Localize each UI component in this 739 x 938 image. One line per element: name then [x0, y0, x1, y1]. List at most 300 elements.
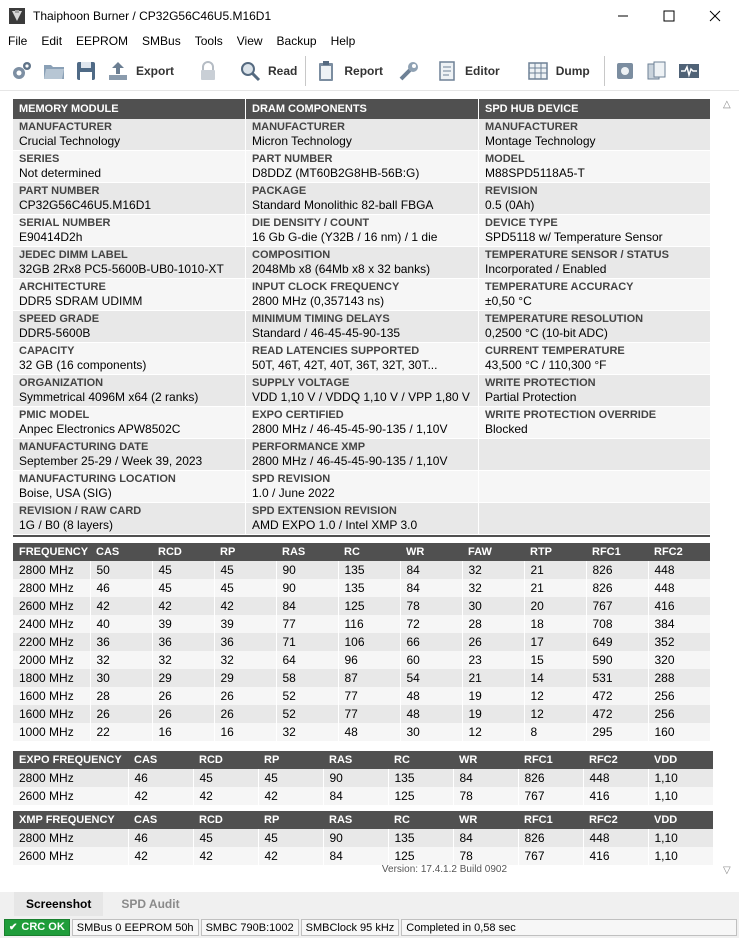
table-cell: 32 [214, 651, 276, 669]
floppy-save-icon [74, 59, 98, 83]
info-label: SERIES [19, 153, 60, 165]
info-cell [246, 311, 478, 343]
table-cell: 42 [152, 597, 214, 615]
table-cell: 1600 MHz [13, 687, 90, 705]
table-cell: 84 [400, 561, 462, 579]
open-button[interactable] [38, 55, 70, 87]
table-cell: 32 [462, 579, 524, 597]
table-cell: 87 [338, 669, 400, 687]
table-cell: 826 [586, 579, 648, 597]
table-cell: 135 [338, 561, 400, 579]
table-cell: 826 [586, 561, 648, 579]
table-cell: 28 [462, 615, 524, 633]
info-cell [13, 343, 245, 375]
info-cell [246, 119, 478, 151]
table-cell: 531 [586, 669, 648, 687]
table-cell: 77 [338, 687, 400, 705]
info-cell [246, 279, 478, 311]
column-header: RAS [323, 751, 388, 769]
table-cell: 472 [586, 687, 648, 705]
table-cell: 84 [323, 847, 388, 865]
table-cell: 72 [400, 615, 462, 633]
info-cell [246, 471, 478, 503]
table-cell: 12 [462, 723, 524, 741]
table-header-row [13, 811, 713, 829]
info-value: 43,500 °C / 110,300 °F [485, 358, 607, 372]
column-header: FAW [462, 543, 524, 561]
wrench-icon [397, 59, 421, 83]
dump-label: Dump [555, 63, 590, 78]
menu-eeprom[interactable]: EEPROM [76, 34, 129, 48]
info-cell [479, 311, 710, 343]
table-cell: 52 [276, 687, 338, 705]
table-cell: 90 [276, 579, 338, 597]
screenshot-icon [613, 59, 637, 83]
column-header: FREQUENCY [13, 543, 90, 561]
vertical-scrollbar[interactable] [719, 91, 739, 888]
table-cell: 26 [462, 633, 524, 651]
crc-status-text: CRC OK [21, 920, 65, 933]
table-cell: 54 [400, 669, 462, 687]
info-value: September 25-29 / Week 39, 2023 [19, 454, 203, 468]
info-label: DEVICE TYPE [485, 217, 558, 229]
info-label: MANUFACTURING DATE [19, 441, 149, 453]
info-cell [246, 375, 478, 407]
info-value: DDR5-5600B [19, 326, 91, 340]
table-cell: 135 [338, 579, 400, 597]
table-cell: 42 [258, 787, 323, 805]
table-cell: 18 [524, 615, 586, 633]
table-cell: 26 [152, 687, 214, 705]
column-header: RFC1 [518, 811, 583, 829]
info-value: Boise, USA (SIG) [19, 486, 112, 500]
screenshot-button[interactable] [609, 55, 641, 87]
table-cell: 649 [586, 633, 648, 651]
table-cell: 28 [90, 687, 152, 705]
menu-edit[interactable]: Edit [41, 34, 63, 48]
menu-backup[interactable]: Backup [276, 34, 317, 48]
info-cell [479, 247, 710, 279]
column-header: EXPO FREQUENCY [13, 751, 128, 769]
table-cell: 42 [214, 597, 276, 615]
info-label: MANUFACTURING LOCATION [19, 473, 176, 485]
info-label: MINIMUM TIMING DELAYS [252, 313, 390, 325]
column-header: RCD [193, 811, 258, 829]
info-cell [13, 183, 245, 215]
info-label: PACKAGE [252, 185, 307, 197]
table-cell: 78 [453, 787, 518, 805]
info-value: 2800 MHz / 46-45-45-90-135 / 1,10V [252, 454, 448, 468]
column-header: CAS [128, 811, 193, 829]
table-cell: 45 [193, 829, 258, 847]
app-icon [9, 8, 25, 24]
table-cell: 45 [214, 579, 276, 597]
smbc-status: SMBC 790B:1002 [201, 919, 299, 936]
table-cell: 45 [152, 561, 214, 579]
minimize-icon [617, 10, 629, 22]
table-cell: 29 [214, 669, 276, 687]
table-cell: 2800 MHz [13, 579, 90, 597]
info-value: Anpec Electronics APW8502C [19, 422, 181, 436]
column-header: RCD [152, 543, 214, 561]
column-header: CAS [90, 543, 152, 561]
info-label: ORGANIZATION [19, 377, 104, 389]
table-cell: 448 [648, 561, 710, 579]
info-value: 16 Gb G-die (Y32B / 16 nm) / 1 die [252, 230, 438, 244]
table-cell: 36 [152, 633, 214, 651]
table-cell: 26 [152, 705, 214, 723]
table-cell: 2800 MHz [13, 561, 90, 579]
info-label: MANUFACTURER [485, 121, 578, 133]
menu-help[interactable]: Help [330, 34, 356, 48]
info-cell [246, 247, 478, 279]
info-value: Crucial Technology [19, 134, 121, 148]
info-label: SUPPLY VOLTAGE [252, 377, 350, 389]
table-row [13, 787, 713, 805]
compare-button[interactable] [641, 55, 673, 87]
info-cell [479, 279, 710, 311]
dump-grid-icon [526, 59, 550, 83]
table-cell: 64 [276, 651, 338, 669]
table-cell: 590 [586, 651, 648, 669]
table-cell: 42 [128, 787, 193, 805]
table-cell: 2600 MHz [13, 787, 128, 805]
info-value: Blocked [485, 422, 528, 436]
info-cell [479, 471, 710, 503]
info-cell [246, 439, 478, 471]
info-label: SPD EXTENSION REVISION [252, 505, 397, 517]
table-cell: 30 [400, 723, 462, 741]
window-title: Thaiphoon Burner / CP32G56C46U5.M16D1 [33, 8, 272, 23]
spd-hub-column [479, 99, 710, 535]
column-header: VDD [648, 751, 713, 769]
info-value: 50T, 46T, 42T, 40T, 36T, 32T, 30T... [252, 358, 438, 372]
info-label: CURRENT TEMPERATURE [485, 345, 625, 357]
save-button[interactable] [70, 55, 102, 87]
table-cell: 16 [214, 723, 276, 741]
column-header: WR [453, 751, 518, 769]
table-cell: 84 [453, 829, 518, 847]
scroll-up-icon[interactable]: △ [723, 99, 731, 110]
info-value: ±0,50 °C [485, 294, 532, 308]
table-cell: 42 [128, 847, 193, 865]
table-cell: 21 [524, 561, 586, 579]
info-cell [479, 407, 710, 439]
menu-smbus[interactable]: SMBus [142, 34, 181, 48]
table-cell: 826 [518, 769, 583, 787]
info-value: D8DDZ (MT60B2G8HB-56B:G) [252, 166, 420, 180]
info-label: SPD REVISION [252, 473, 331, 485]
table-cell: 96 [338, 651, 400, 669]
export-button[interactable] [102, 55, 178, 87]
info-label: TEMPERATURE ACCURACY [485, 281, 634, 293]
info-value: Standard / 46-45-45-90-135 [252, 326, 401, 340]
toolbar-separator [305, 56, 306, 86]
column-header: RCD [193, 751, 258, 769]
info-cell [479, 183, 710, 215]
toolbar-separator [604, 56, 605, 86]
report-clipboard-icon [314, 59, 338, 83]
info-label: CAPACITY [19, 345, 75, 357]
table-cell: 2600 MHz [13, 847, 128, 865]
table-cell: 48 [400, 705, 462, 723]
info-cell [479, 215, 710, 247]
magnifier-read-icon [238, 59, 262, 83]
table-cell: 106 [338, 633, 400, 651]
table-cell: 767 [518, 847, 583, 865]
table-cell: 448 [648, 579, 710, 597]
table-cell: 448 [583, 769, 648, 787]
table-cell: 90 [276, 561, 338, 579]
info-label: DIE DENSITY / COUNT [252, 217, 370, 229]
info-value: 0.5 (0Ah) [485, 198, 535, 212]
info-label: READ LATENCIES SUPPORTED [252, 345, 420, 357]
report-button[interactable] [310, 55, 387, 87]
column-header: RP [258, 751, 323, 769]
table-cell: 36 [214, 633, 276, 651]
table-cell: 125 [388, 847, 453, 865]
jedec-timings-table [13, 543, 710, 741]
info-label: TEMPERATURE SENSOR / STATUS [485, 249, 669, 261]
close-button[interactable] [692, 0, 738, 31]
memory-module-column [13, 99, 245, 535]
info-value: CP32G56C46U5.M16D1 [19, 198, 152, 212]
info-label: TEMPERATURE RESOLUTION [485, 313, 644, 325]
menu-tools[interactable]: Tools [194, 34, 223, 48]
table-cell: 78 [453, 847, 518, 865]
table-cell: 12 [524, 705, 586, 723]
table-cell: 12 [524, 687, 586, 705]
table-cell: 78 [400, 597, 462, 615]
editor-button[interactable] [431, 55, 504, 87]
info-value: E90414D2h [19, 230, 83, 244]
table-row [13, 579, 710, 597]
lock-icon [196, 59, 220, 83]
column-header: RFC2 [648, 543, 710, 561]
table-cell: 2400 MHz [13, 615, 90, 633]
table-cell: 1,10 [648, 847, 713, 865]
table-cell: 2800 MHz [13, 829, 128, 847]
table-cell: 767 [586, 597, 648, 615]
info-label: PMIC MODEL [19, 409, 90, 421]
table-cell: 1000 MHz [13, 723, 90, 741]
info-cell [13, 247, 245, 279]
table-cell: 77 [276, 615, 338, 633]
info-value: 2800 MHz (0,357143 ns) [252, 294, 385, 308]
table-cell: 30 [462, 597, 524, 615]
info-value: VDD 1,10 V / VDDQ 1,10 V / VPP 1,80 V [252, 390, 470, 404]
tab-screenshot[interactable]: Screenshot [14, 892, 103, 916]
column-header: RFC1 [518, 751, 583, 769]
table-cell: 46 [90, 579, 152, 597]
table-cell: 45 [152, 579, 214, 597]
table-row [13, 633, 710, 651]
table-cell: 84 [453, 769, 518, 787]
column-header: RFC2 [583, 811, 648, 829]
table-cell: 45 [258, 829, 323, 847]
scroll-down-icon[interactable]: ▽ [723, 865, 731, 876]
table-cell: 19 [462, 687, 524, 705]
info-cell [246, 343, 478, 375]
info-cell [13, 151, 245, 183]
table-cell: 39 [214, 615, 276, 633]
table-cell: 256 [648, 687, 710, 705]
table-row [13, 669, 710, 687]
smbclock-status: SMBClock 95 kHz [301, 919, 400, 936]
table-cell: 42 [90, 597, 152, 615]
column-header: XMP FREQUENCY [13, 811, 128, 829]
editor-document-icon [435, 59, 459, 83]
table-cell: 472 [586, 705, 648, 723]
maximize-button[interactable] [646, 0, 692, 31]
version-text: Version: 17.4.1.2 Build 0902 [381, 864, 507, 875]
table-cell: 416 [583, 847, 648, 865]
info-label: PART NUMBER [252, 153, 333, 165]
minimize-button[interactable] [600, 0, 646, 31]
table-cell: 30 [90, 669, 152, 687]
lock-button[interactable] [192, 55, 224, 87]
info-cell [479, 151, 710, 183]
table-header-row [13, 751, 713, 769]
info-cell [479, 439, 710, 471]
expo-timings-table [13, 751, 713, 805]
info-label: COMPOSITION [252, 249, 331, 261]
table-cell: 26 [214, 705, 276, 723]
info-label: MANUFACTURER [252, 121, 345, 133]
column-header: RP [214, 543, 276, 561]
table-cell: 256 [648, 705, 710, 723]
table-cell: 21 [462, 669, 524, 687]
column-header: WR [453, 811, 518, 829]
table-cell: 17 [524, 633, 586, 651]
dram-components-column [246, 99, 478, 535]
table-cell: 84 [400, 579, 462, 597]
table-cell: 71 [276, 633, 338, 651]
info-value: AMD EXPO 1.0 / Intel XMP 3.0 [252, 518, 418, 532]
table-cell: 46 [128, 769, 193, 787]
dump-button[interactable] [522, 55, 594, 87]
column-header: RP [258, 811, 323, 829]
info-cell [479, 343, 710, 375]
completed-status: Completed in 0,58 sec [401, 919, 737, 936]
table-cell: 77 [338, 705, 400, 723]
table-cell: 52 [276, 705, 338, 723]
table-cell: 40 [90, 615, 152, 633]
info-cell [13, 279, 245, 311]
info-label: SPEED GRADE [19, 313, 100, 325]
smbus-status: SMBus 0 EEPROM 50h [72, 919, 199, 936]
table-cell: 2600 MHz [13, 597, 90, 615]
table-header-row [13, 543, 710, 561]
info-value: 1.0 / June 2022 [252, 486, 335, 500]
table-cell: 50 [90, 561, 152, 579]
table-row [13, 561, 710, 579]
table-cell: 42 [193, 847, 258, 865]
info-cell [479, 503, 710, 535]
table-cell: 84 [276, 597, 338, 615]
settings-button[interactable] [6, 55, 38, 87]
close-icon [709, 10, 721, 22]
info-label: EXPO CERTIFIED [252, 409, 344, 421]
column-header: RAS [276, 543, 338, 561]
info-cell [13, 471, 245, 503]
info-value: Incorporated / Enabled [485, 262, 607, 276]
table-cell: 295 [586, 723, 648, 741]
info-label: ARCHITECTURE [19, 281, 106, 293]
info-label: INPUT CLOCK FREQUENCY [252, 281, 400, 293]
info-value: DDR5 SDRAM UDIMM [19, 294, 143, 308]
table-row [13, 705, 710, 723]
info-cell [479, 119, 710, 151]
table-cell: 32 [90, 651, 152, 669]
table-cell: 125 [338, 597, 400, 615]
table-cell: 416 [648, 597, 710, 615]
export-icon [106, 59, 130, 83]
menu-file[interactable]: File [8, 34, 28, 48]
table-cell: 58 [276, 669, 338, 687]
info-cell [13, 215, 245, 247]
tools-button[interactable] [393, 55, 425, 87]
column-header: RAS [323, 811, 388, 829]
table-cell: 84 [323, 787, 388, 805]
status-bar [0, 916, 739, 938]
menu-view[interactable]: View [236, 34, 263, 48]
table-row [13, 651, 710, 669]
column-header: RC [338, 543, 400, 561]
table-cell: 45 [193, 769, 258, 787]
tab-spd-audit[interactable]: SPD Audit [121, 897, 180, 911]
dram-components-header: DRAM COMPONENTS [246, 99, 478, 119]
table-cell: 45 [214, 561, 276, 579]
table-row [13, 723, 710, 741]
table-cell: 45 [258, 769, 323, 787]
info-value: Not determined [19, 166, 102, 180]
info-value: M88SPD5118A5-T [485, 166, 585, 180]
column-header: RC [388, 811, 453, 829]
info-value: Partial Protection [485, 390, 577, 404]
memory-module-header: MEMORY MODULE [13, 99, 245, 119]
table-cell: 66 [400, 633, 462, 651]
table-cell: 1,10 [648, 829, 713, 847]
table-cell: 125 [388, 787, 453, 805]
table-cell: 2800 MHz [13, 769, 128, 787]
table-cell: 16 [152, 723, 214, 741]
table-cell: 15 [524, 651, 586, 669]
export-label: Export [136, 63, 175, 78]
table-cell: 135 [388, 769, 453, 787]
info-value: 1G / B0 (8 layers) [19, 518, 114, 532]
table-cell: 32 [276, 723, 338, 741]
table-cell: 116 [338, 615, 400, 633]
menu-bar [0, 31, 739, 51]
table-cell: 1,10 [648, 769, 713, 787]
info-cell [246, 183, 478, 215]
read-button[interactable] [234, 55, 301, 87]
column-header: VDD [648, 811, 713, 829]
info-cell [13, 119, 245, 151]
table-cell: 135 [388, 829, 453, 847]
table-cell: 32 [462, 561, 524, 579]
table-cell: 320 [648, 651, 710, 669]
table-cell: 90 [323, 769, 388, 787]
table-cell: 8 [524, 723, 586, 741]
monitor-button[interactable] [673, 55, 705, 87]
info-label: PERFORMANCE XMP [252, 441, 366, 453]
table-cell: 384 [648, 615, 710, 633]
table-cell: 2200 MHz [13, 633, 90, 651]
info-cell [13, 439, 245, 471]
table-cell: 90 [323, 829, 388, 847]
